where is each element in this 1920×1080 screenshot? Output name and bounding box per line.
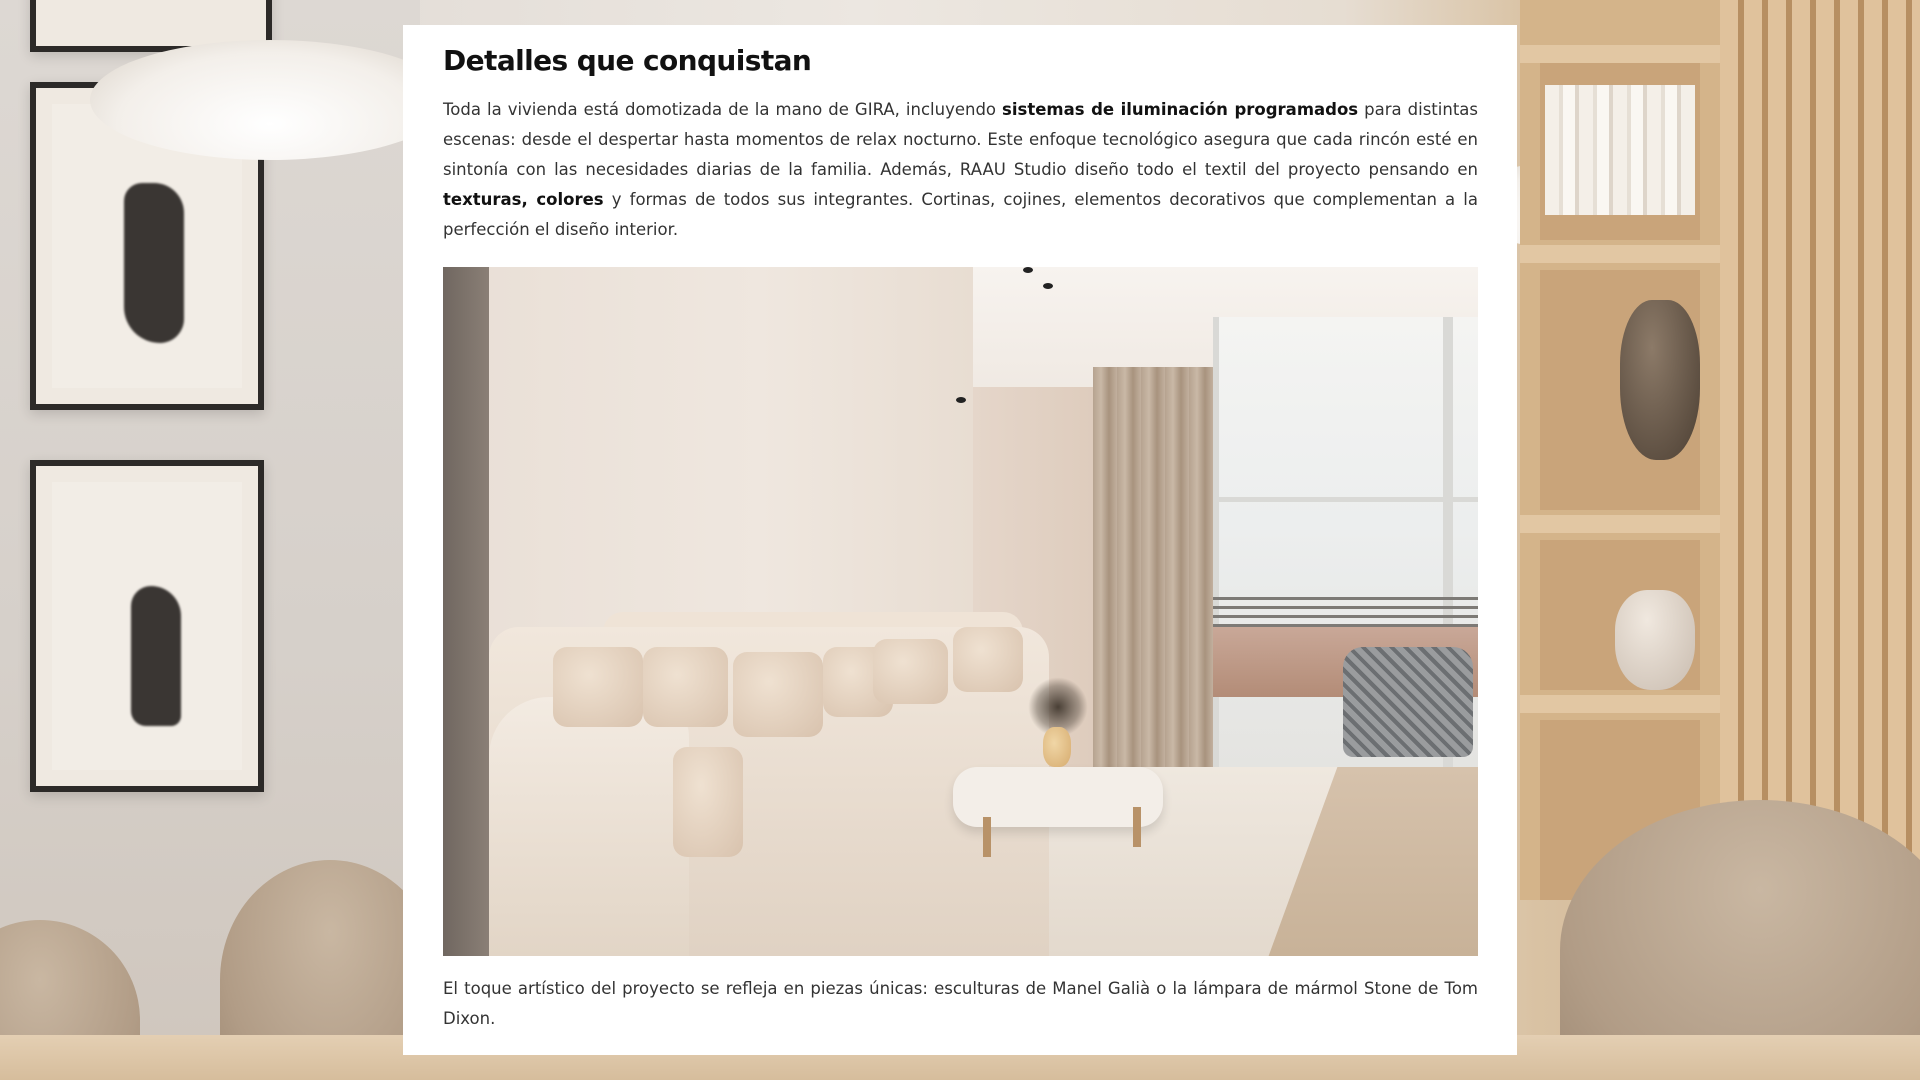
photo-cushion [953,627,1023,692]
photo-cushion [873,639,948,704]
background-pendant-lamp-left [90,40,450,160]
article-card [403,25,1517,1055]
paragraph-highlight: sistemas de iluminación programados [1002,100,1359,119]
photo-outdoor-chair [1343,647,1473,757]
photo-cushion [553,647,643,727]
paragraph-text: y formas de todos sus integrantes. Cortinas, cojines, elementos decorativos que complementan a la perfección el diseño interior. [443,190,1478,239]
paragraph-highlight: texturas, colores [443,190,604,209]
photo-cushion [673,747,743,857]
living-room-photo [443,267,1478,956]
background-vase-light [1615,590,1695,690]
background-artwork-bottom [30,460,264,792]
photo-window [1213,317,1478,837]
article-paragraph [443,95,1478,245]
photo-curtain [1093,367,1213,797]
paragraph-text: para distintas escenas: desde el despertar hasta momentos de relax nocturno. Este enfoque tecnológico asegura que cada rincón esté en sintonía con las necesidades diarias de la familia. Además, RAAU Studio diseño todo el textil del proyecto pensando en [443,100,1478,179]
paragraph-text: Toda la vivienda está domotizada de la mano de GIRA, incluyendo [443,100,1003,119]
photo-cushion [643,647,728,727]
photo-caption: El toque artístico del proyecto se refleja en piezas únicas: esculturas de Manel Galià o la lámpara de mármol Stone de Tom Dixon. [443,979,1478,1028]
background-books [1545,85,1695,215]
photo-cushion [733,652,823,737]
article-title: Detalles que conquistan [443,44,812,77]
background-vase-dark [1620,300,1700,460]
background-wood-slats [1720,0,1920,880]
